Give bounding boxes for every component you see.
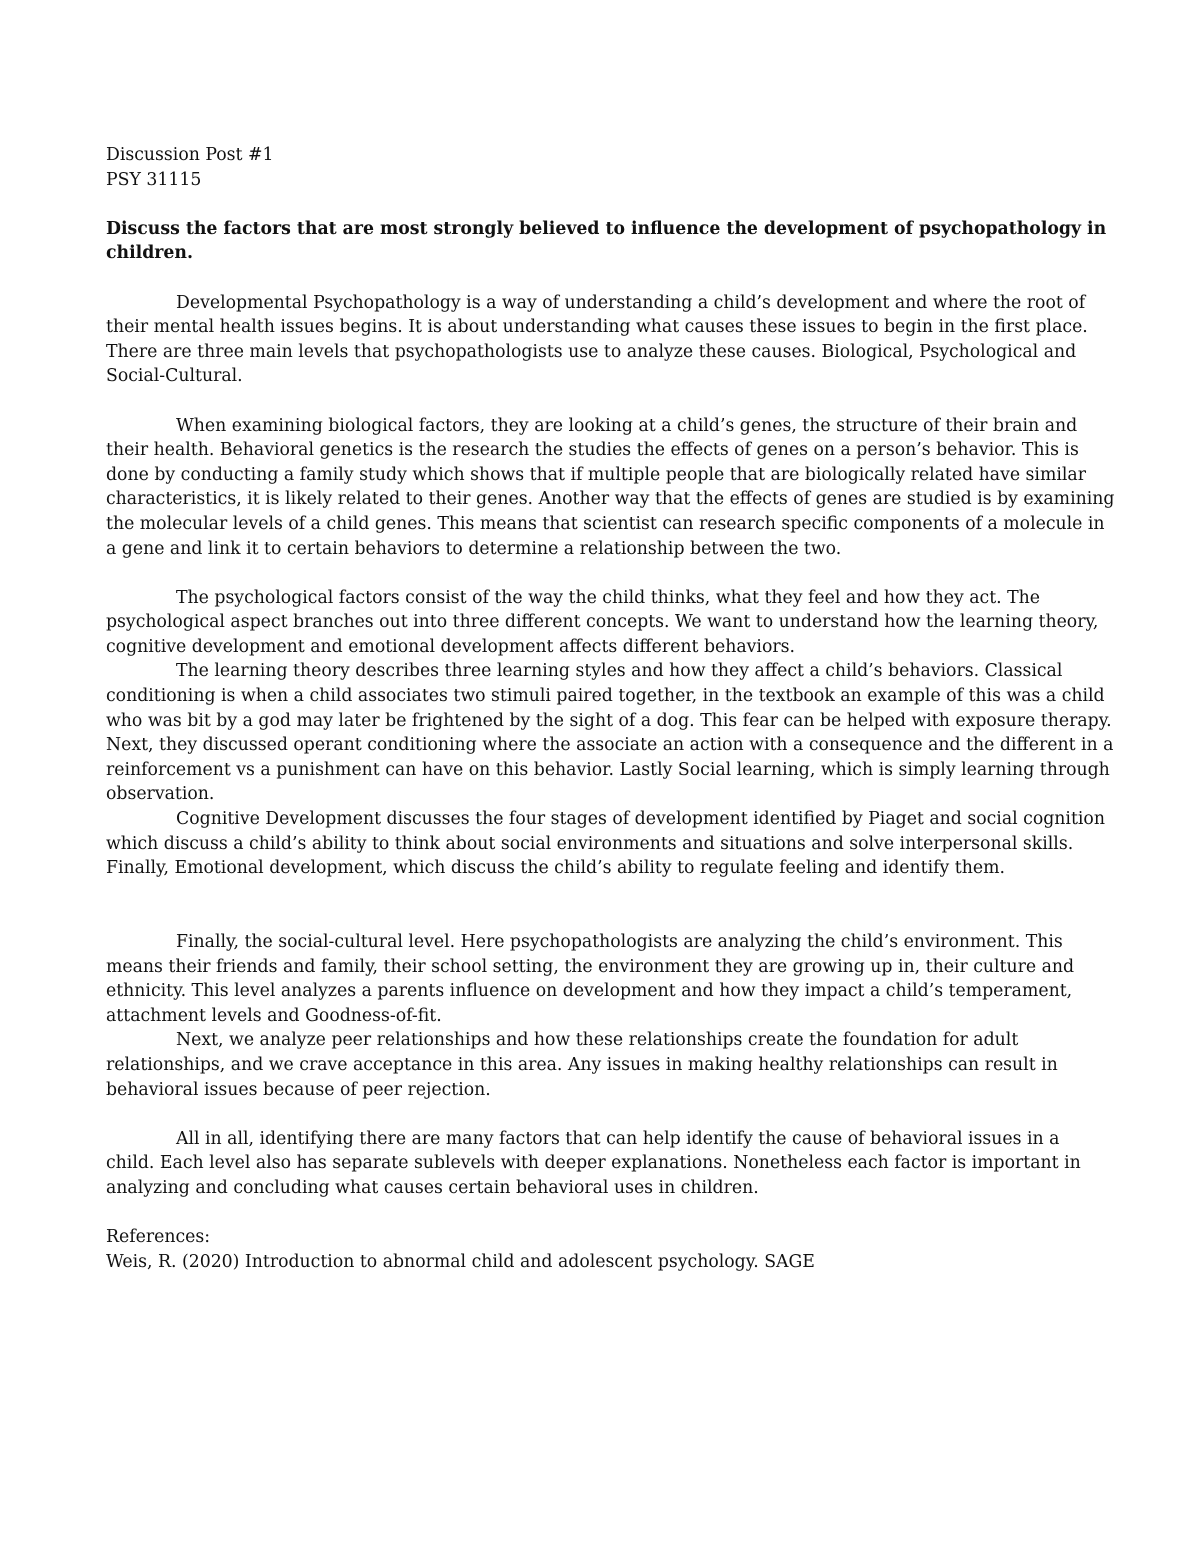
paragraph-biological: [106, 414, 1115, 562]
paragraph-line: Next, they discussed operant conditioning where the associate an action with a consequence and the different in a: [106, 735, 1114, 756]
references-label: References:: [106, 1227, 211, 1248]
paragraph-social-cultural: [106, 930, 1096, 1028]
paragraph-psychological: [106, 586, 1099, 660]
paragraph-line: Cognitive Development discusses the four stages of development identified by Piaget and social cognition: [176, 809, 1105, 830]
paragraph-line: done by conducting a family study which shows that if multiple people that are biologically related have similar: [106, 464, 1086, 485]
paragraph-line: The psychological factors consist of the way the child thinks, what they feel and how they act. The: [176, 587, 1041, 608]
paragraph-line: The learning theory describes three learning styles and how they affect a child’s behaviors. Classical: [176, 661, 1063, 682]
paragraph-line: their mental health issues begins. It is about understanding what causes these issues to begin in the first place.: [106, 317, 1088, 338]
paragraph-line: a gene and link it to certain behaviors to determine a relationship between the two.: [106, 538, 842, 559]
spacer: [106, 1102, 1096, 1127]
paragraph-line: behavioral issues because of peer rejection.: [106, 1079, 491, 1100]
paragraph-line: which discuss a child’s ability to think about social environments and situations and solve interpersonal skills.: [106, 833, 1074, 854]
paragraph-line: attachment levels and Goodness-of-fit.: [106, 1005, 442, 1026]
paragraph-intro: [106, 291, 1096, 389]
spacer: [106, 561, 1096, 586]
spacer: [106, 1201, 1096, 1226]
paragraph-line: There are three main levels that psychopathologists use to analyze these causes. Biological, Psychological and: [106, 341, 1077, 362]
references-section: [106, 1225, 1096, 1274]
paragraph-line: observation.: [106, 784, 215, 805]
spacer: [106, 192, 1096, 217]
paragraph-line: child. Each level also has separate sublevels with deeper explanations. Nonetheless each factor is important in: [106, 1153, 1081, 1174]
paragraph-line: Developmental Psychopathology is a way of understanding a child’s development and where the root of: [176, 292, 1086, 313]
paragraph-line: analyzing and concluding what causes certain behavioral uses in children.: [106, 1177, 759, 1198]
paragraph-line: psychological aspect branches out into three different concepts. We want to understand how the learning theory,: [106, 612, 1099, 633]
paragraph-line: who was bit by a god may later be frightened by the sight of a dog. This fear can be helped with exposure therapy.: [106, 710, 1112, 731]
post-title: Discussion Post #1: [106, 145, 274, 165]
paragraph-line: relationships, and we crave acceptance in this area. Any issues in making healthy relationships can result in: [106, 1054, 1058, 1075]
paragraph-line: Social-Cultural.: [106, 366, 243, 387]
paragraph-cognitive-development: [106, 807, 1105, 881]
spacer: [106, 266, 1096, 291]
paragraph-peer-relationships: [106, 1028, 1096, 1102]
paragraph-line: Finally, Emotional development, which discuss the child’s ability to regulate feeling and identify them.: [106, 858, 1005, 879]
paragraph-line: Finally, the social-cultural level. Here psychopathologists are analyzing the child’s environment. This: [176, 932, 1063, 952]
document-page: [106, 143, 1115, 1274]
prompt-line: Discuss the factors that are most strongly believed to influence the development of psychopathology in: [106, 218, 1107, 239]
paragraph-line: their health. Behavioral genetics is the research the studies the effects of genes on a person’s behavior. This is: [106, 440, 1079, 461]
paragraph-line: characteristics, it is likely related to their genes. Another way that the effects of genes are studied is by examining: [106, 489, 1115, 510]
discussion-prompt: [106, 217, 1107, 266]
paragraph-line: cognitive development and emotional development affects different behaviors.: [106, 636, 795, 657]
paragraph-line: Next, we analyze peer relationships and how these relationships create the foundation for adult: [176, 1030, 1019, 1051]
paragraph-conclusion: [106, 1127, 1096, 1201]
spacer: [106, 389, 1096, 414]
course-code: PSY 31115: [106, 169, 202, 190]
paragraph-line: All in all, identifying there are many factors that can help identify the cause of behavioral issues in a: [176, 1128, 1060, 1149]
paragraph-line: conditioning is when a child associates two stimuli paired together, in the textbook an example of this was a child: [106, 686, 1105, 707]
paragraph-line: the molecular levels of a child genes. This means that scientist can research specific components of a molecule in: [106, 513, 1105, 534]
paragraph-line: reinforcement vs a punishment can have on this behavior. Lastly Social learning, which is simply learning through: [106, 759, 1110, 780]
paragraph-line: ethnicity. This level analyzes a parents influence on development and how they impact a child’s temperament,: [106, 981, 1073, 1002]
paragraph-learning-theory: [106, 659, 1114, 807]
prompt-line: children.: [106, 243, 193, 264]
spacer: [106, 881, 1096, 930]
reference-entry: Weis, R. (2020) Introduction to abnormal child and adolescent psychology. SAGE: [106, 1251, 815, 1272]
paragraph-line: means their friends and family, their school setting, the environment they are growing up in, their culture and: [106, 956, 1075, 977]
paragraph-line: When examining biological factors, they are looking at a child’s genes, the structure of their brain and: [176, 415, 1078, 436]
